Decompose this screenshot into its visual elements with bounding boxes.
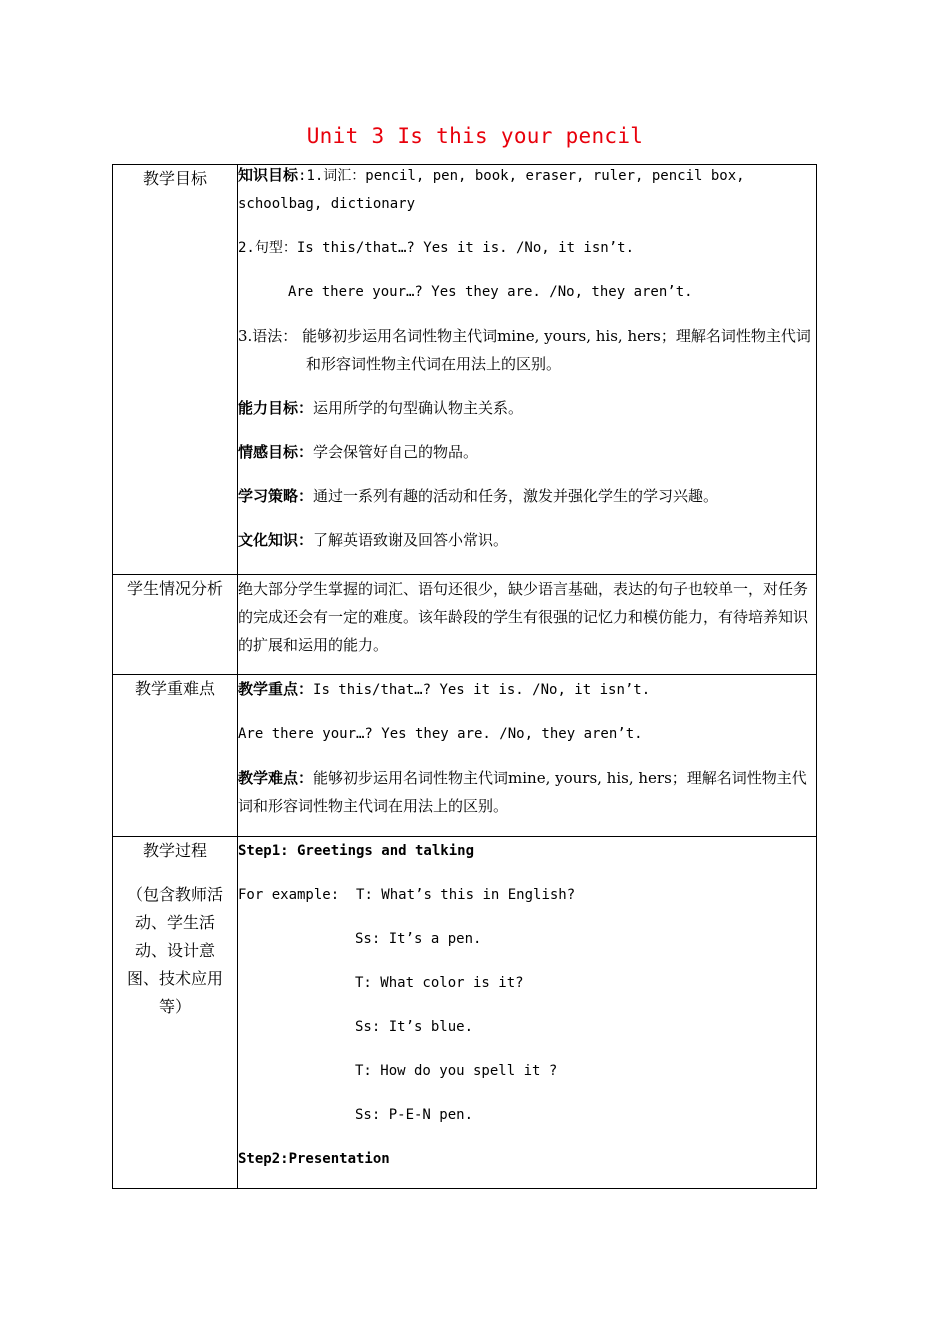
objectives-row xyxy=(113,165,817,575)
key-text1: Is this/that…? Yes it is. /No, it isn’t. xyxy=(313,682,651,698)
difficulty-line xyxy=(238,764,816,820)
knowledge-vocab-text: :1.词汇：pencil, pen, book, eraser, ruler, pencil box, xyxy=(298,168,745,184)
step1-heading: Step1: Greetings and talking xyxy=(238,843,475,859)
emotion-objective xyxy=(238,438,816,466)
process-row xyxy=(113,837,817,1189)
emotion-head: 情感目标： xyxy=(238,443,314,461)
knowledge-sentence2: Are there your…? Yes they are. /No, they aren’t. xyxy=(288,284,693,300)
key-line1 xyxy=(238,675,816,704)
students-label: 学生情况分析 xyxy=(113,575,238,675)
knowledge-vocab-line2: schoolbag, dictionary xyxy=(238,196,416,212)
dialogue-line-1: Ss: It’s a pen. xyxy=(355,931,482,947)
example-lead: For example: xyxy=(238,887,340,903)
key-text2: Are there your…? Yes they are. /No, they aren’t. xyxy=(238,726,643,742)
step2-heading: Step2:Presentation xyxy=(238,1151,390,1167)
dialogue-line-0: T: What’s this in English? xyxy=(356,887,576,903)
strategy-head: 学习策略： xyxy=(238,487,314,505)
emotion-text: 学会保管好自己的物品。 xyxy=(313,443,479,461)
students-row xyxy=(113,575,817,675)
process-label: 教学过程 xyxy=(142,841,207,860)
ability-objective xyxy=(238,394,816,422)
lesson-plan-table xyxy=(112,164,817,1189)
culture-text: 了解英语致谢及回答小常识。 xyxy=(313,531,509,549)
example-line xyxy=(238,881,816,909)
dialogue-line-4: T: How do you spell it ? xyxy=(355,1063,558,1079)
students-content xyxy=(238,575,817,675)
document-title: Unit 3 Is this your pencil xyxy=(306,124,644,148)
difficulty-text: 能够初步运用名词性物主代词mine, yours, his, hers；理解名词性物主代词和形容词性物主代词在用法上的区别。 xyxy=(238,769,807,815)
dialogue-line-3: Ss: It’s blue. xyxy=(355,1019,474,1035)
students-text: 绝大部分学生掌握的词汇、语句还很少，缺少语言基础，表达的句子也较单一，对任务的完成还会有一定的难度。该年龄段的学生有很强的记忆力和模仿能力，有待培养知识的扩展和运用的能力。 xyxy=(238,580,809,654)
keypoints-label: 教学重难点 xyxy=(113,675,238,837)
knowledge-vocab-line1 xyxy=(238,161,816,190)
knowledge-grammar: 3.语法： 能够初步运用名词性物主代词mine, yours, his, hers；理解名词性物主代词和形容词性物主代词在用法上的区别。 xyxy=(238,327,811,373)
keypoints-row xyxy=(113,675,817,837)
ability-head: 能力目标： xyxy=(238,399,314,417)
difficulty-head: 教学难点： xyxy=(238,769,314,787)
process-label-cell xyxy=(113,837,238,1189)
knowledge-head: 知识目标 xyxy=(238,166,299,184)
dialogue-line-5: Ss: P-E-N pen. xyxy=(355,1107,474,1123)
ability-text: 运用所学的句型确认物主关系。 xyxy=(313,399,524,417)
key-head: 教学重点： xyxy=(238,680,314,698)
culture-head: 文化知识： xyxy=(238,531,314,549)
objectives-content xyxy=(238,165,817,575)
culture-objective xyxy=(238,526,816,554)
knowledge-sentence1: 2.句型：Is this/that…? Yes it is. /No, it isn’t. xyxy=(238,240,635,256)
dialogue-line-2: T: What color is it? xyxy=(355,975,524,991)
strategy-objective xyxy=(238,482,816,510)
objectives-label: 教学目标 xyxy=(113,165,238,575)
process-sublabel: （包含教师活动、学生活动、设计意图、技术应用等） xyxy=(126,885,223,1016)
keypoints-content xyxy=(238,675,817,837)
strategy-text: 通过一系列有趣的活动和任务，激发并强化学生的学习兴趣。 xyxy=(313,487,719,505)
process-content xyxy=(238,837,817,1189)
